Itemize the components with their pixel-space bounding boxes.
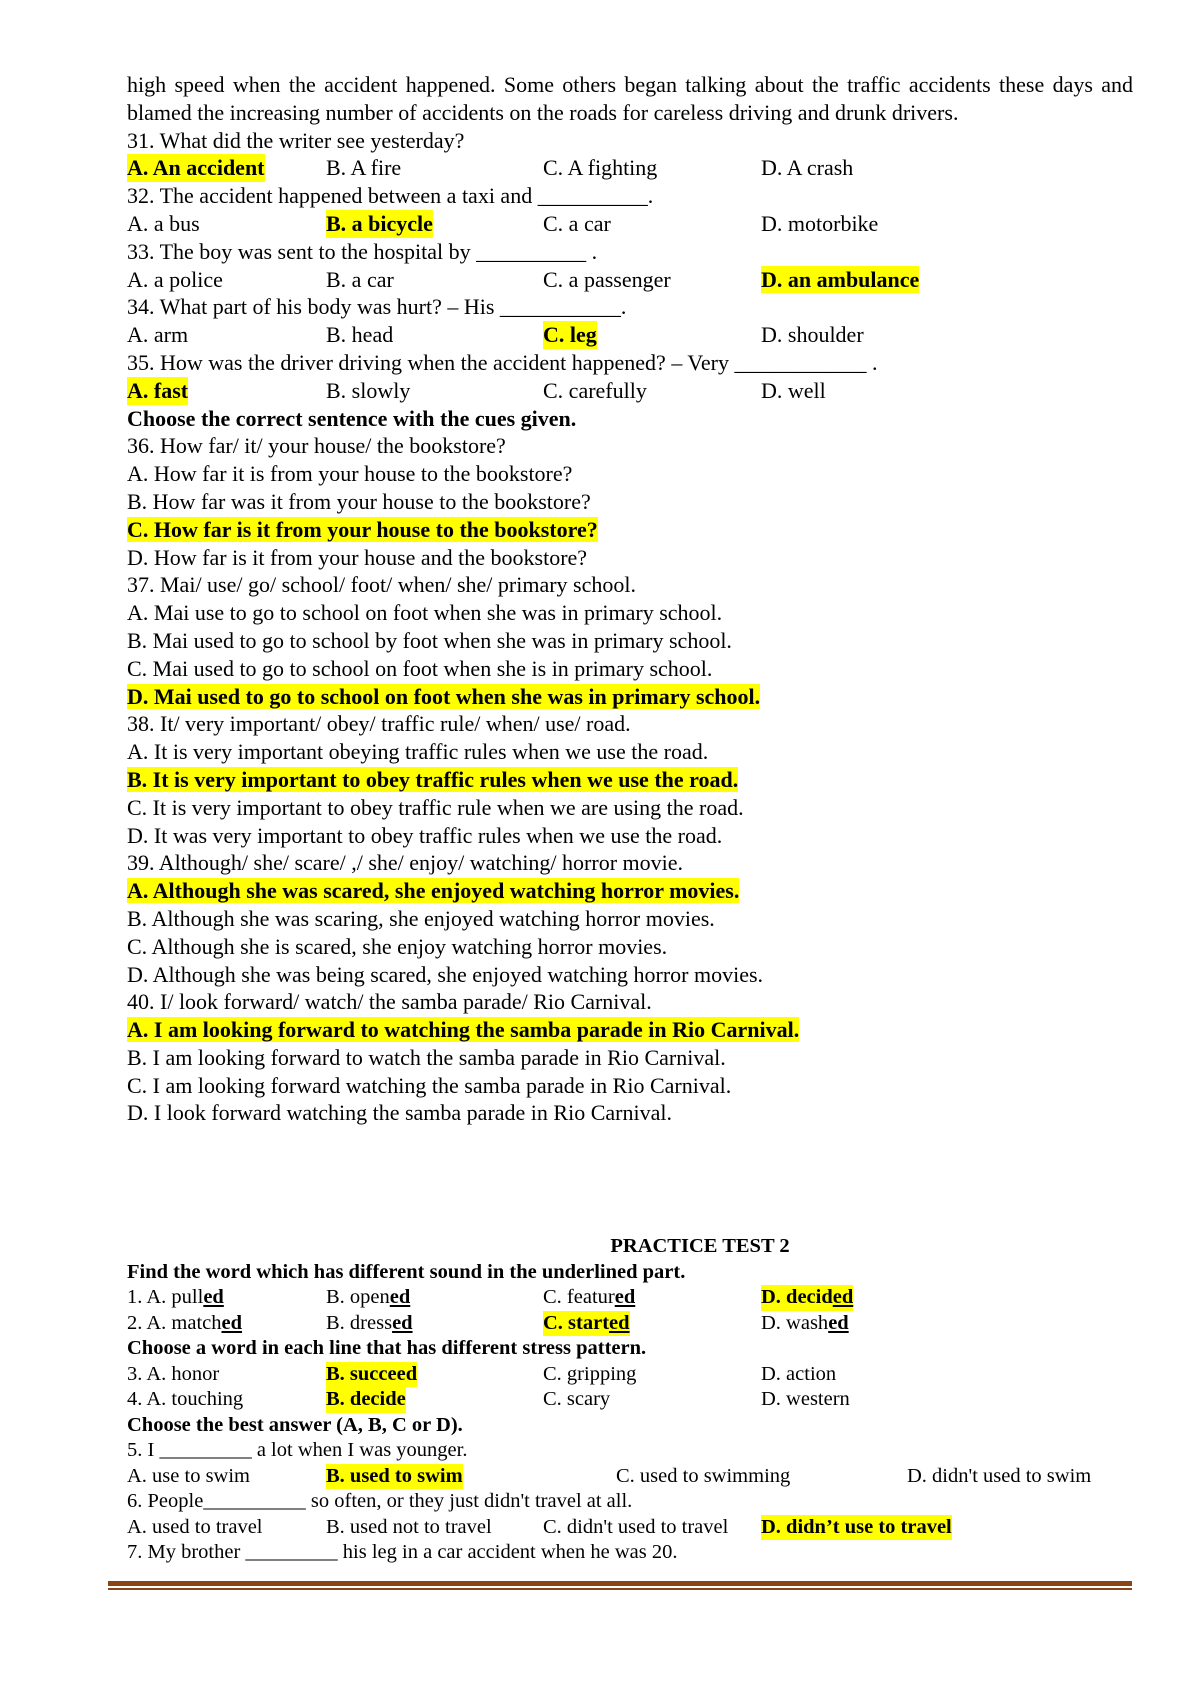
option-c (127, 1072, 1133, 1100)
option-c (127, 933, 1133, 961)
option-b: B. a car (326, 266, 394, 292)
underlined-part: ed (614, 1286, 636, 1308)
word-stem: B. dress (326, 1311, 393, 1334)
option-text: D. I look forward watching the samba parade in Rio Carnival. (127, 1100, 672, 1126)
word-stem: B. open (326, 1286, 390, 1308)
pron-question-2 (127, 1311, 1133, 1337)
section-heading-sound: Find the word which has different sound in the underlined part. (127, 1260, 686, 1283)
option-d: D. action (761, 1362, 837, 1385)
option-text: C. Mai used to go to school on foot when she is in primary school. (127, 655, 713, 681)
question-34 (127, 293, 1133, 321)
option-text: A. Mai use to go to school on foot when she was in primary school. (127, 600, 723, 626)
question-40: 40. I/ look forward/ watch/ the samba parade/ Rio Carnival. (127, 989, 652, 1015)
options-34 (127, 321, 1133, 349)
option-d (127, 544, 1133, 572)
question-stem: 33. The boy was sent to the hospital by __________ . (127, 238, 598, 264)
option-b: B. head (326, 322, 394, 348)
option-a (127, 460, 1133, 488)
option-d (127, 961, 1133, 989)
question-stem: 31. What did the writer see yesterday? (127, 127, 465, 153)
option-text: C. I am looking forward watching the samba parade in Rio Carnival. (127, 1072, 732, 1098)
option-text: A. Although she was scared, she enjoyed watching horror movies. (127, 878, 740, 904)
question-stem: 35. How was the driver driving when the accident happened? – Very ____________ . (127, 349, 878, 375)
option-d: D. western (761, 1388, 850, 1410)
options-31 (127, 154, 1133, 182)
question-5: 5. I _________ a lot when I was younger. (127, 1439, 468, 1461)
underlined-part: ed (828, 1311, 849, 1334)
question-36: 36. How far/ it/ your house/ the bookstore? (127, 433, 506, 459)
word-stem: C. featur (543, 1286, 615, 1308)
option-text: A. It is very important obeying traffic rules when we use the road. (127, 739, 709, 765)
options-32 (127, 210, 1133, 238)
option-text: B. How far was it from your house to the bookstore? (127, 488, 591, 514)
section-heading-stress: Choose a word in each line that has different stress pattern. (127, 1337, 647, 1359)
option-b (326, 1311, 413, 1337)
option-c: C. gripping (543, 1362, 637, 1385)
option-text: C. How far is it from your house to the bookstore? (127, 516, 598, 542)
underlined-part: ed (203, 1286, 224, 1308)
option-d: D. shoulder (761, 322, 864, 348)
option-a (127, 1285, 224, 1311)
question-6: 6. People__________ so often, or they just didn't travel at all. (127, 1490, 633, 1512)
underlined-part: ed (389, 1286, 411, 1308)
option-a-correct (127, 1016, 1133, 1044)
option-d: D. motorbike (761, 210, 879, 236)
option-c-correct (127, 516, 1133, 544)
option-d-correct (761, 1285, 853, 1311)
option-b (127, 488, 1133, 516)
option-d-correct (127, 683, 1133, 711)
option-text: A. I am looking forward to watching the samba parade in Rio Carnival. (127, 1017, 800, 1043)
option-a (127, 1311, 242, 1337)
reading-passage-end: high speed when the accident happened. Some others began talking about the traffic accidents these days and blamed the increasing number of accidents on the roads for careless driving and drunk drivers. (127, 72, 1133, 125)
question-stem: 32. The accident happened between a taxi and __________. (127, 183, 654, 209)
option-a: 3. A. honor (127, 1362, 220, 1385)
option-c: C. didn't used to travel (543, 1515, 729, 1538)
question-38: 38. It/ very important/ obey/ traffic rule/ when/ use/ road. (127, 711, 631, 737)
option-a: A. a bus (127, 210, 200, 236)
underlined-part: ed (609, 1311, 630, 1334)
underlined-part: ed (221, 1311, 243, 1334)
option-c: C. used to swimming (616, 1464, 791, 1487)
options-35 (127, 377, 1133, 405)
option-text: D. Mai used to go to school on foot when she was in primary school. (127, 683, 761, 709)
option-d: D. didn't used to swim (907, 1464, 1092, 1487)
options-5 (127, 1464, 1133, 1490)
word-stem: 1. A. pull (127, 1286, 204, 1308)
underlined-part: ed (832, 1286, 854, 1308)
option-d (127, 1099, 1133, 1127)
option-c (127, 655, 1133, 683)
option-a: A. a police (127, 266, 223, 292)
option-text: D. It was very important to obey traffic rules when we use the road. (127, 822, 723, 848)
option-a: A. used to travel (127, 1515, 263, 1538)
question-stem: 34. What part of his body was hurt? – His ___________. (127, 294, 627, 320)
option-text: C. It is very important to obey traffic rule when we are using the road. (127, 794, 744, 820)
stress-question-4 (127, 1387, 1133, 1413)
option-b (127, 1044, 1133, 1072)
option-d: D. A crash (761, 155, 854, 181)
option-c-correct (543, 1311, 630, 1337)
option-b-correct: B. used to swim (326, 1464, 463, 1490)
option-text: B. I am looking forward to watch the samba parade in Rio Carnival. (127, 1044, 726, 1070)
option-c (127, 794, 1133, 822)
option-c (543, 1285, 635, 1311)
option-c: C. carefully (543, 377, 647, 403)
option-b: B. A fire (326, 155, 402, 181)
underlined-part: ed (392, 1311, 413, 1334)
option-b: B. used not to travel (326, 1515, 492, 1538)
options-6 (127, 1515, 1133, 1541)
option-a (127, 738, 1133, 766)
word-stem: C. start (543, 1311, 610, 1334)
option-b (127, 627, 1133, 655)
option-c-correct: C. leg (543, 322, 597, 348)
question-35 (127, 349, 1133, 377)
option-text: B. Although she was scaring, she enjoyed watching horror movies. (127, 905, 715, 931)
option-d-correct: D. an ambulance (761, 266, 920, 292)
word-stem: D. decid (761, 1286, 833, 1308)
option-b-correct: B. succeed (326, 1362, 417, 1388)
question-33 (127, 238, 1133, 266)
option-text: B. It is very important to obey traffic rules when we use the road. (127, 766, 739, 792)
option-a (127, 599, 1133, 627)
option-d (127, 822, 1133, 850)
option-d: D. well (761, 377, 826, 403)
question-7: 7. My brother _________ his leg in a car accident when he was 20. (127, 1541, 678, 1563)
option-a-correct: A. fast (127, 377, 189, 403)
practice-test-2 (127, 1234, 1133, 1566)
question-32 (127, 182, 1133, 210)
options-33 (127, 266, 1133, 294)
option-text: A. How far it is from your house to the bookstore? (127, 461, 573, 487)
option-b: B. slowly (326, 377, 411, 403)
option-c: C. a passenger (543, 266, 671, 292)
option-d-correct: D. didn’t use to travel (761, 1515, 952, 1541)
option-b (326, 1285, 410, 1311)
section-heading-cues: Choose the correct sentence with the cues given. (127, 405, 577, 431)
option-a-correct (127, 877, 1133, 905)
option-b-correct: B. decide (326, 1387, 406, 1413)
question-39: 39. Although/ she/ scare/ ,/ she/ enjoy/ watching/ horror movie. (127, 850, 684, 876)
option-a: 4. A. touching (127, 1388, 244, 1410)
footer-rule-thick (108, 1581, 1132, 1586)
option-d (761, 1311, 849, 1337)
option-text: C. Although she is scared, she enjoy watching horror movies. (127, 933, 668, 959)
option-c: C. A fighting (543, 155, 658, 181)
option-b-correct: B. a bicycle (326, 210, 433, 236)
option-text: B. Mai used to go to school by foot when she was in primary school. (127, 627, 732, 653)
option-text: D. How far is it from your house and the bookstore? (127, 544, 588, 570)
option-a-correct: A. An accident (127, 155, 265, 181)
question-31 (127, 127, 1133, 155)
option-a: A. arm (127, 322, 189, 348)
question-37: 37. Mai/ use/ go/ school/ foot/ when/ she/ primary school. (127, 572, 636, 598)
page-content (127, 71, 1133, 1127)
option-c: C. a car (543, 210, 611, 236)
test-title: PRACTICE TEST 2 (610, 1235, 790, 1257)
option-c: C. scary (543, 1388, 611, 1410)
option-b-correct (127, 766, 1133, 794)
option-a: A. use to swim (127, 1464, 250, 1487)
word-stem: D. wash (761, 1311, 829, 1334)
stress-question-3 (127, 1362, 1133, 1388)
section-heading-best-answer: Choose the best answer (A, B, C or D). (127, 1413, 463, 1436)
option-text: D. Although she was being scared, she enjoyed watching horror movies. (127, 961, 764, 987)
pron-question-1 (127, 1285, 1133, 1311)
word-stem: 2. A. match (127, 1311, 222, 1334)
footer-rule-thin (108, 1588, 1132, 1590)
option-b (127, 905, 1133, 933)
